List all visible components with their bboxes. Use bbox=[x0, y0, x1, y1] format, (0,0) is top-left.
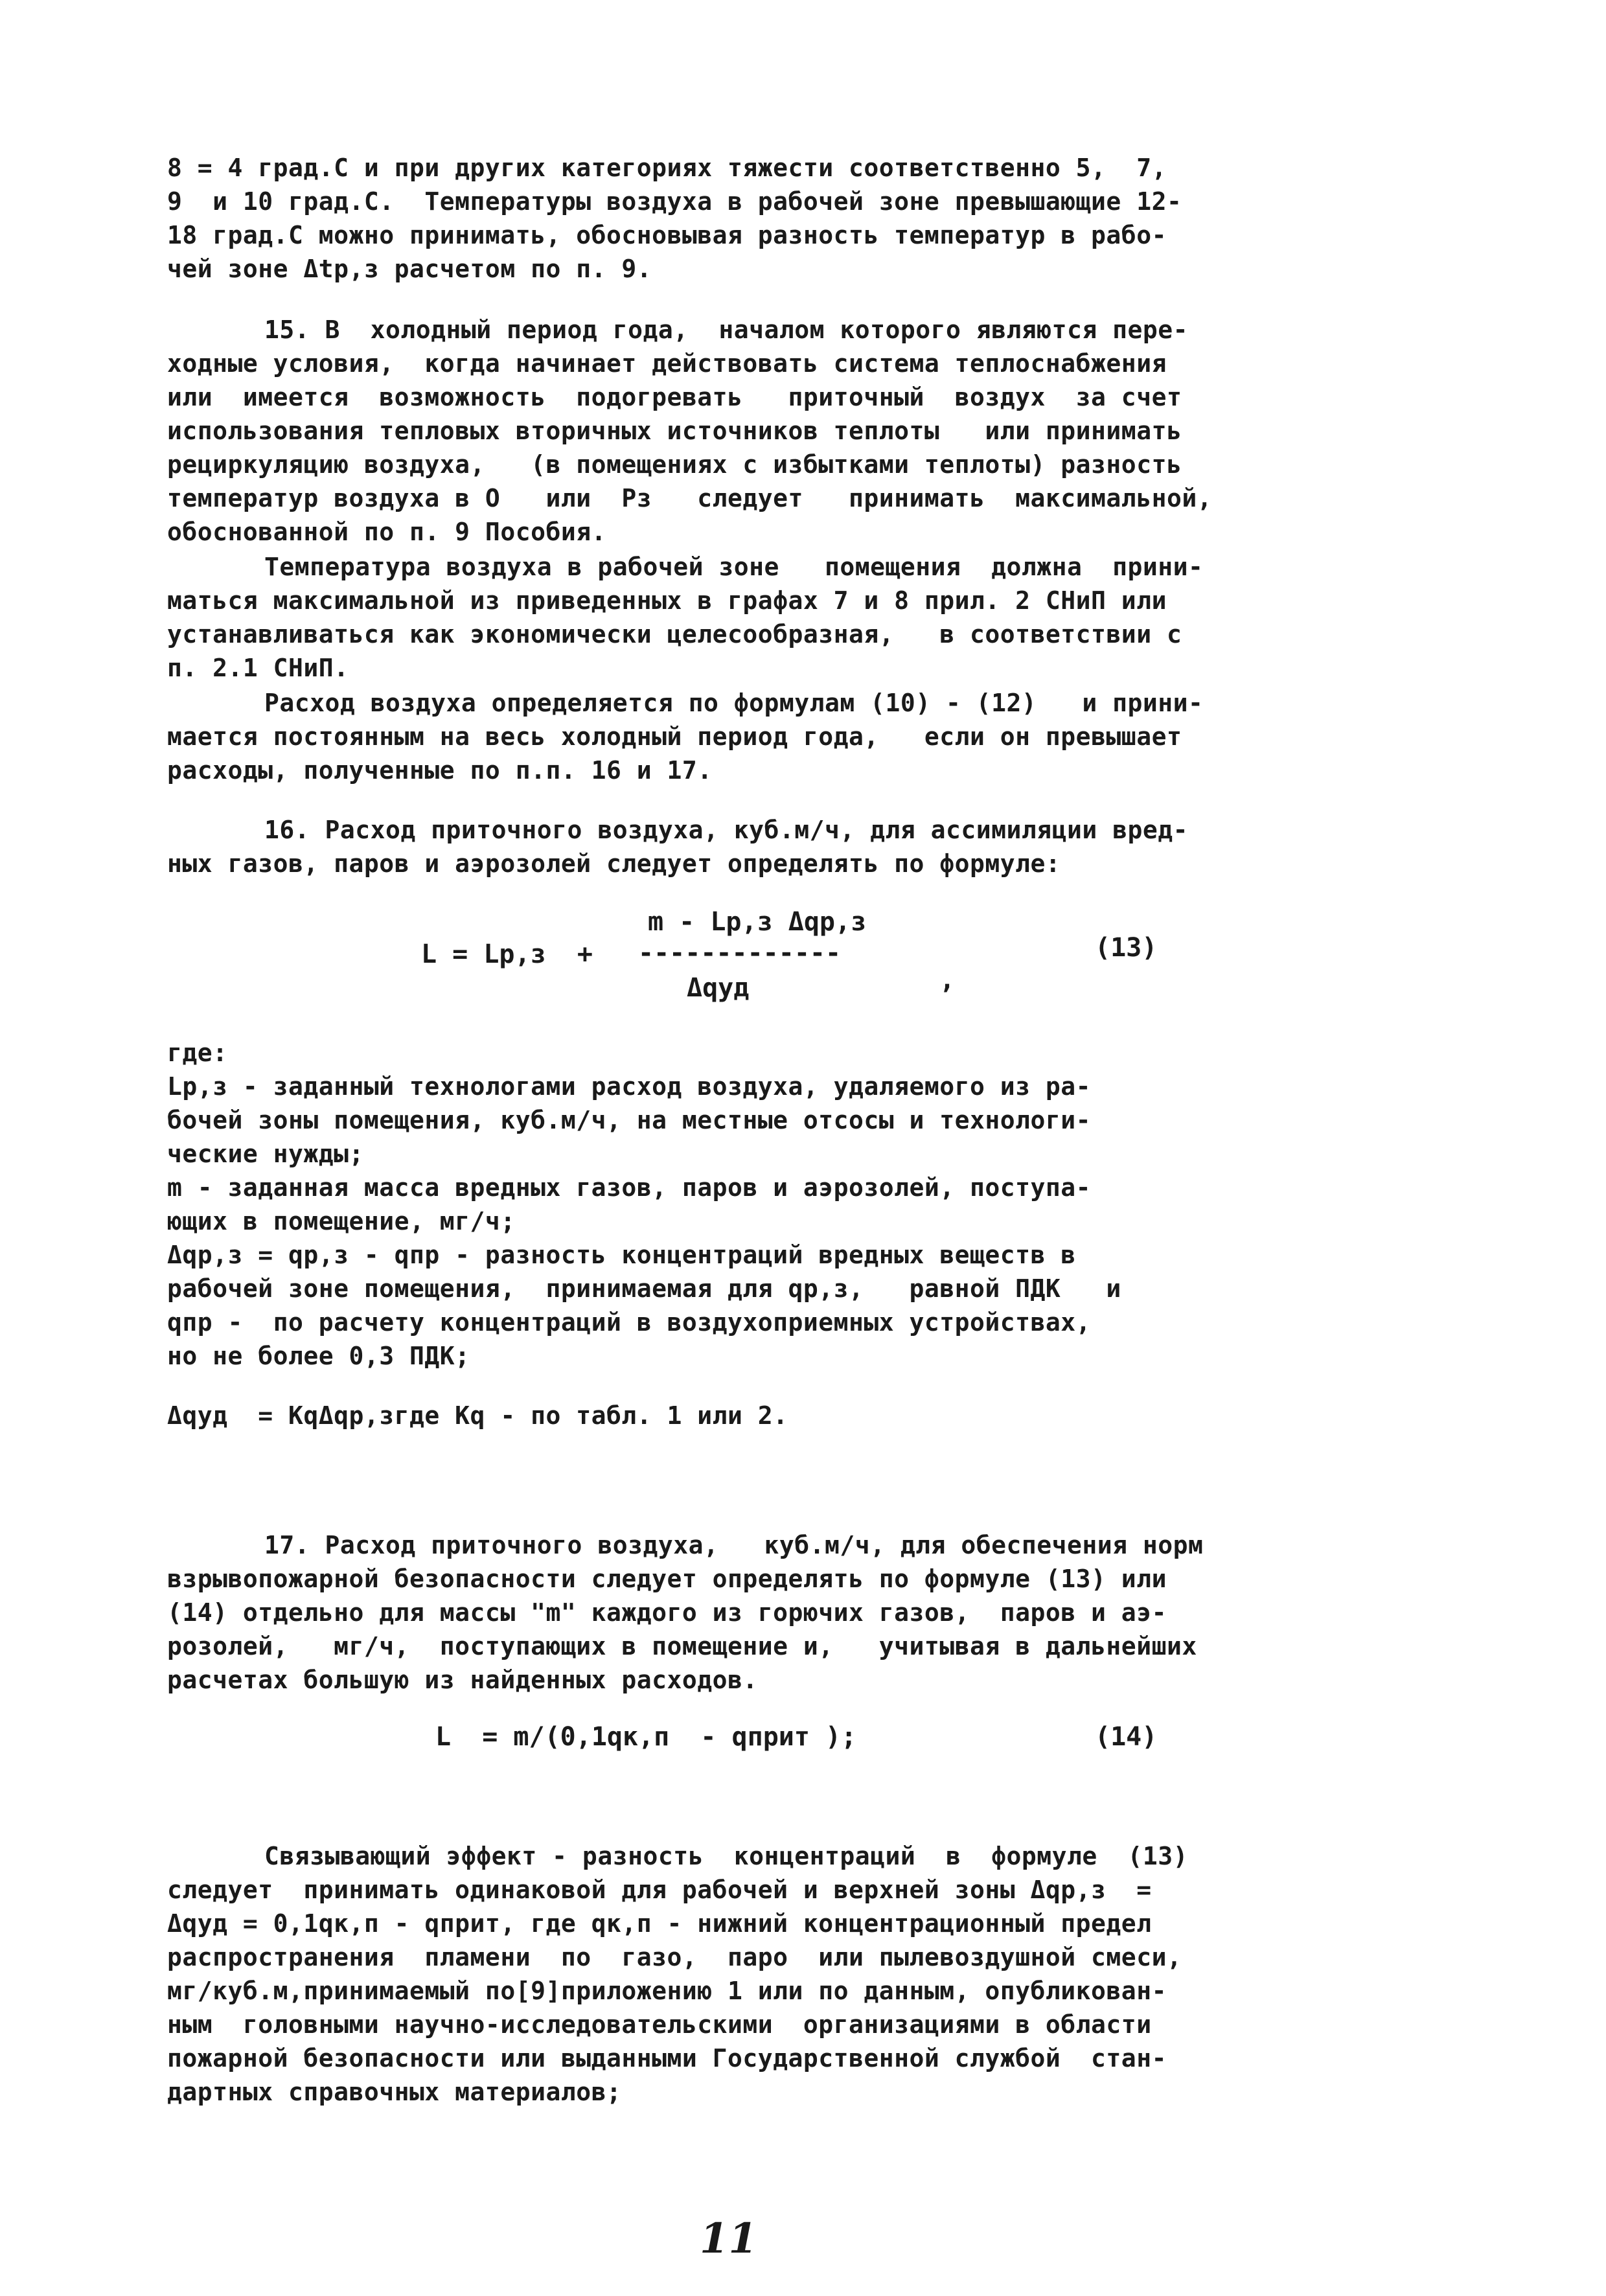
text-line: где: bbox=[167, 1039, 228, 1067]
text-line: 16. Расход приточного воздуха, куб.м/ч, для ассимиляции вред- bbox=[264, 816, 1189, 844]
text-line: Δqуд = KqΔqр,згде Kq - по табл. 1 или 2. bbox=[167, 1401, 788, 1430]
text-line: расчетах большую из найденных расходов. bbox=[167, 1666, 758, 1694]
text-line: 8 = 4 град.С и при других категориях тяжести соответственно 5, 7, bbox=[167, 154, 1167, 182]
text-line: ющих в помещение, мг/ч; bbox=[167, 1207, 516, 1235]
text-line: ным головными научно-исследовательскими организациями в области bbox=[167, 2010, 1152, 2039]
text-line: Расход воздуха определяется по формулам (10) - (12) и прини- bbox=[264, 689, 1204, 717]
text-line: распространения пламени по газо, паро или пылевоздушной смеси, bbox=[167, 1943, 1182, 1971]
formula-13-number: (13) bbox=[1095, 933, 1158, 963]
formula-13-denominator: Δqуд bbox=[687, 973, 750, 1003]
text-line: температур воздуха в О или Рз следует принимать максимальной, bbox=[167, 484, 1213, 512]
text-line: Lр,з - заданный технологами расход воздуха, удаляемого из ра- bbox=[167, 1072, 1092, 1101]
text-line: устанавливаться как экономически целесообразная, в соответствии с bbox=[167, 620, 1182, 649]
text-line: обоснованной по п. 9 Пособия. bbox=[167, 518, 606, 546]
text-line: qпр - по расчету концентраций в воздухоприемных устройствах, bbox=[167, 1308, 1092, 1337]
text-line: 15. В холодный период года, началом которого являются пере- bbox=[264, 316, 1189, 344]
text-line: следует принимать одинаковой для рабочей и верхней зоны Δqр,з = bbox=[167, 1876, 1152, 1904]
text-line: 9 и 10 град.С. Температуры воздуха в рабочей зоне превышающие 12- bbox=[167, 187, 1182, 216]
text-line: рециркуляцию воздуха, (в помещениях с избытками теплоты) разность bbox=[167, 450, 1182, 479]
text-line: Δqр,з = qр,з - qпр - разность концентраций вредных веществ в bbox=[167, 1241, 1076, 1269]
text-line: Δqуд = 0,1qк,п - qприт, где qк,п - нижний концентрационный предел bbox=[167, 1909, 1152, 1938]
text-line: (14) отдельно для массы "m" каждого из горючих газов, паров и аэ- bbox=[167, 1598, 1167, 1627]
text-line: использования тепловых вторичных источников теплоты или принимать bbox=[167, 417, 1182, 445]
formula-14-expression: L = m/(0,1qк,п - qприт ); bbox=[435, 1722, 857, 1752]
text-line: Температура воздуха в рабочей зоне помещения должна прини- bbox=[264, 553, 1204, 581]
text-line: но не более 0,3 ПДК; bbox=[167, 1342, 470, 1370]
text-line: рабочей зоне помещения, принимаемая для qр,з, равной ПДК и bbox=[167, 1274, 1121, 1303]
text-line: п. 2.1 СНиП. bbox=[167, 654, 349, 682]
page-number: 11 bbox=[700, 2214, 758, 2263]
text-line: чей зоне Δtр,з расчетом по п. 9. bbox=[167, 255, 652, 283]
text-line: мг/куб.м,принимаемый по[9]приложению 1 или по данным, опубликован- bbox=[167, 1977, 1167, 2005]
text-line: взрывопожарной безопасности следует определять по формуле (13) или bbox=[167, 1565, 1167, 1593]
text-line: ческие нужды; bbox=[167, 1140, 364, 1168]
formula-13-lhs: L = Lр,з + bbox=[421, 939, 593, 969]
formula-13-comma: , bbox=[939, 965, 956, 995]
text-line: ходные условия, когда начинает действовать система теплоснабжения bbox=[167, 349, 1167, 378]
text-line: или имеется возможность подогревать приточный воздух за счет bbox=[167, 383, 1182, 411]
text-line: 17. Расход приточного воздуха, куб.м/ч, для обеспечения норм bbox=[264, 1531, 1204, 1559]
formula-13-fraction-bar: ------------- bbox=[638, 938, 842, 968]
text-line: бочей зоны помещения, куб.м/ч, на местные отсосы и технологи- bbox=[167, 1106, 1092, 1134]
text-line: пожарной безопасности или выданными Государственной службой стан- bbox=[167, 2044, 1167, 2072]
text-line: m - заданная масса вредных газов, паров и аэрозолей, поступа- bbox=[167, 1173, 1092, 1202]
text-line: дартных справочных материалов; bbox=[167, 2078, 622, 2106]
text-line: Связывающий эффект - разность концентраций в формуле (13) bbox=[264, 1842, 1189, 1870]
formula-13-numerator: m - Lр,з Δqр,з bbox=[648, 907, 867, 937]
text-line: мается постоянным на весь холодный период года, если он превышает bbox=[167, 722, 1182, 751]
text-line: маться максимальной из приведенных в графах 7 и 8 прил. 2 СНиП или bbox=[167, 586, 1167, 615]
text-line: ных газов, паров и аэрозолей следует определять по формуле: bbox=[167, 849, 1061, 878]
formula-14-number: (14) bbox=[1095, 1722, 1158, 1752]
text-line: розолей, мг/ч, поступающих в помещение и, учитывая в дальнейших bbox=[167, 1632, 1197, 1660]
text-line: расходы, полученные по п.п. 16 и 17. bbox=[167, 756, 713, 785]
text-line: 18 град.С можно принимать, обосновывая разность температур в рабо- bbox=[167, 221, 1167, 249]
